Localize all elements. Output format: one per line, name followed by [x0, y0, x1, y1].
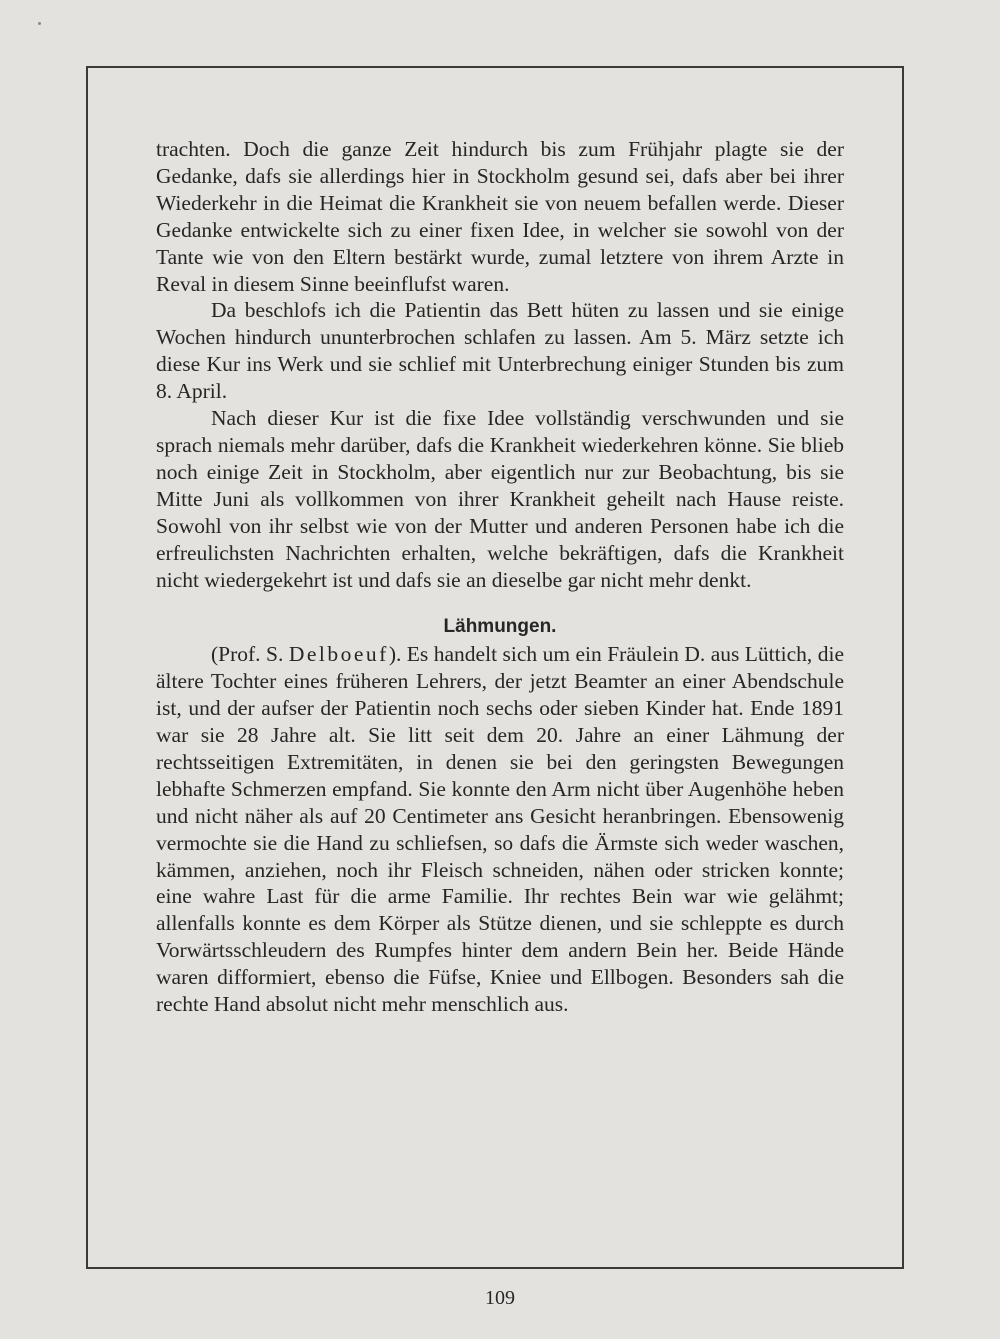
paragraph-outcome: Nach dieser Kur ist die fixe Idee vollständig verschwunden und sie sprach niemals mehr darüber, dafs die Krankheit wiederkehren könne. Sie blieb noch einige Zeit in Stockholm, aber eigentlich nur zur Beobachtung, bis sie Mitte Juni als vollkommen von ihrer Krankheit geheilt nach Hause reiste. Sowohl von ihr selbst wie von der Mutter und anderen Personen habe ich die erfreulichsten Nachrichten erhalten, welche bekräftigen, dafs die Krankheit nicht wiedergekehrt ist und dafs sie an dieselbe gar nicht mehr denkt. [156, 406, 844, 592]
paper-speck [38, 22, 41, 25]
body-text [156, 136, 844, 1018]
case-intro-open: (Prof. S. [211, 642, 289, 667]
author-name: Delboeuf [288, 642, 389, 667]
paragraph-case-report [156, 641, 844, 1018]
page-number: 109 [485, 1287, 515, 1309]
case-intro-text: ). Es handelt sich um ein Fräulein D. aus Lüttich, die ältere Tochter eines früheren Lehrers, der jetzt Beamter an einer Abendschule ist, und der aufser der Patientin noch sechs oder sieben Kinder hat. Ende 1891 war sie 28 Jahre alt. Sie litt seit dem 20. Jahre an einer Lähmung der rechtsseitigen Extremitäten, in denen sie bei den geringsten Bewegungen lebhafte Schmerzen empfand. Sie konnte den Arm nicht über Augenhöhe heben und nicht näher als auf 20 Centimeter ans Gesicht heranbringen. Ebensowenig vermochte sie die Hand zu schliefsen, so dafs die Ärmste sich weder waschen, kämmen, anziehen, noch ihr Fleisch schneiden, nähen oder stricken konnte; eine wahre Last für die arme Familie. Ihr rechtes Bein war wie gelähmt; allenfalls konnte es dem Körper als Stütze dienen, und sie schleppte es durch Vorwärtsschleudern des Rumpfes hinter dem andern Bein her. Beide Hände waren difformiert, ebenso die Füfse, Kniee und Ellbogen. Besonders sah die rechte Hand absolut nicht mehr menschlich aus. [156, 642, 844, 1017]
paragraph-sleep-cure: Da beschlofs ich die Patientin das Bett hüten zu lassen und sie einige Wochen hindurch ununterbrochen schlafen zu lassen. Am 5. März setzte ich diese Kur ins Werk und sie schlief mit Unterbrechung einiger Stunden bis zum 8. April. [156, 298, 844, 404]
section-heading: Lähmungen. [443, 616, 557, 638]
paragraph-continuation: trachten. Doch die ganze Zeit hindurch bis zum Frühjahr plagte sie der Gedanke, dafs sie allerdings hier in Stockholm gesund sei, dafs aber bei ihrer Wiederkehr in die Heimat die Krankheit sie von neuem befallen werde. Dieser Gedanke entwickelte sich zu einer fixen Idee, in welcher sie sowohl von der Tante wie von den Eltern bestärkt wurde, zumal letztere von ihrem Arzte in Reval in diesem Sinne beeinflufst waren. [156, 137, 844, 296]
